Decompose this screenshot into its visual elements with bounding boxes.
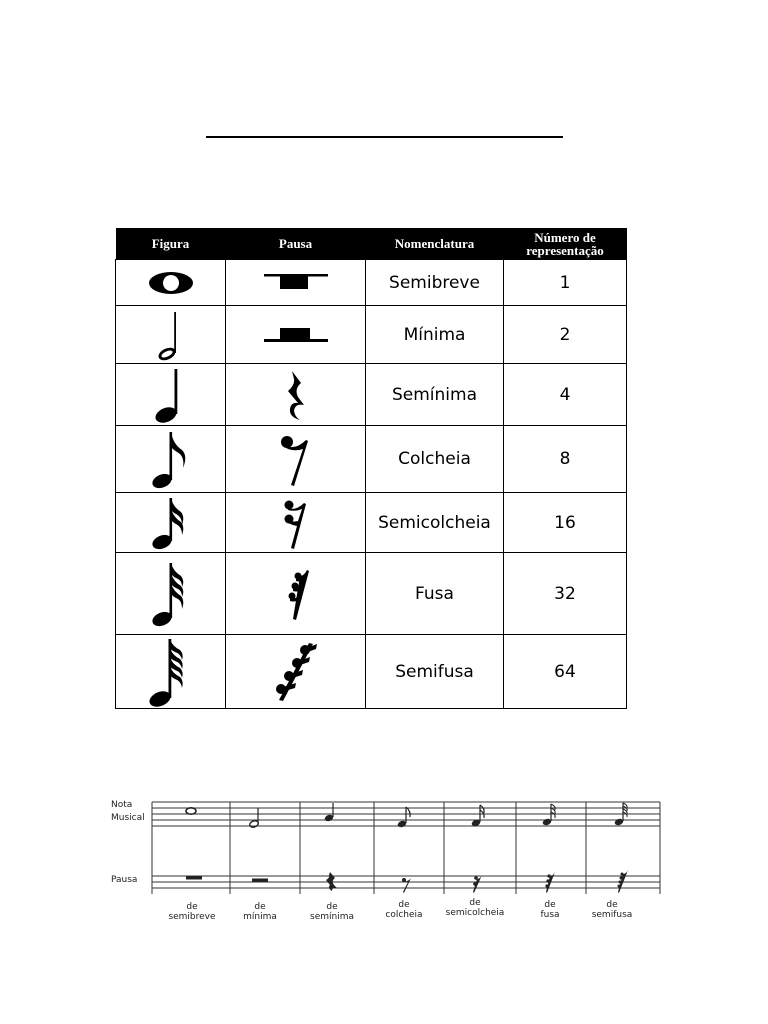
caption-line1: de bbox=[469, 898, 481, 908]
sixty-fourth-note-icon bbox=[146, 636, 196, 708]
rest-cell bbox=[226, 553, 366, 635]
thirty-second-note-icon bbox=[149, 559, 193, 629]
rest-cell bbox=[226, 493, 366, 553]
name-cell: Fusa bbox=[366, 553, 504, 635]
staff-caption bbox=[372, 900, 436, 920]
half-note-icon bbox=[151, 308, 191, 362]
header-numero-line2: representação bbox=[526, 242, 604, 258]
sixteenth-note-icon bbox=[149, 495, 193, 551]
thirty-second-rest-icon bbox=[276, 564, 316, 624]
sixteenth-rest-icon bbox=[276, 495, 316, 551]
staff-caption bbox=[443, 898, 507, 918]
caption-line1: de bbox=[398, 900, 410, 910]
number-cell: 64 bbox=[504, 635, 627, 709]
caption-line2: semibreve bbox=[168, 912, 216, 922]
table-row bbox=[116, 493, 627, 553]
caption-line1: de bbox=[326, 902, 338, 912]
eighth-note-icon bbox=[149, 428, 193, 490]
name-cell: Mínima bbox=[366, 306, 504, 364]
staff-caption bbox=[160, 902, 224, 922]
staff-caption bbox=[228, 902, 292, 922]
table-row bbox=[116, 260, 627, 306]
table-row bbox=[116, 635, 627, 709]
caption-line1: de bbox=[186, 902, 198, 912]
rest-cell bbox=[226, 364, 366, 426]
name-cell: Semínima bbox=[366, 364, 504, 426]
caption-line1: de bbox=[544, 900, 556, 910]
caption-line2: fusa bbox=[540, 910, 560, 920]
name-cell: Colcheia bbox=[366, 426, 504, 493]
name-cell: Semicolcheia bbox=[366, 493, 504, 553]
number-cell: 16 bbox=[504, 493, 627, 553]
header-pausa: Pausa bbox=[226, 228, 366, 260]
staff-label-rest: Pausa bbox=[111, 875, 138, 885]
staff-label-note-line1: Nota bbox=[111, 800, 133, 810]
figure-cell bbox=[116, 260, 226, 306]
figure-cell bbox=[116, 493, 226, 553]
staff-label-note-line2: Musical bbox=[111, 813, 145, 823]
figure-cell bbox=[116, 635, 226, 709]
staff-notes bbox=[186, 803, 627, 828]
figure-cell bbox=[116, 306, 226, 364]
table-row bbox=[116, 553, 627, 635]
name-cell: Semifusa bbox=[366, 635, 504, 709]
number-cell: 2 bbox=[504, 306, 627, 364]
caption-line2: colcheia bbox=[385, 910, 423, 920]
figure-cell bbox=[116, 364, 226, 426]
caption-line2: semínima bbox=[310, 912, 354, 922]
table-row bbox=[116, 426, 627, 493]
staff-caption bbox=[518, 900, 582, 920]
name-cell: Semibreve bbox=[366, 260, 504, 306]
rest-cell bbox=[226, 635, 366, 709]
quarter-rest-icon bbox=[281, 367, 311, 423]
caption-line1: de bbox=[254, 902, 266, 912]
staff-illustration bbox=[108, 796, 668, 926]
quarter-note-icon bbox=[151, 366, 191, 424]
music-staff bbox=[108, 796, 668, 896]
half-rest-icon bbox=[256, 320, 336, 350]
eighth-rest-icon bbox=[276, 428, 316, 490]
caption-line1: de bbox=[606, 900, 618, 910]
caption-line2: semicolcheia bbox=[445, 908, 505, 918]
header-figura: Figura bbox=[116, 228, 226, 260]
number-cell: 1 bbox=[504, 260, 627, 306]
header-nomenclatura: Nomenclatura bbox=[366, 228, 504, 260]
title-underline bbox=[206, 136, 563, 138]
figure-cell bbox=[116, 426, 226, 493]
figure-cell bbox=[116, 553, 226, 635]
header-numero bbox=[504, 228, 627, 260]
rest-cell bbox=[226, 426, 366, 493]
table-row bbox=[116, 364, 627, 426]
number-cell: 32 bbox=[504, 553, 627, 635]
rest-cell bbox=[226, 260, 366, 306]
header-numero-line1: Número de bbox=[534, 229, 596, 245]
whole-note-icon bbox=[141, 268, 201, 298]
caption-line2: semifusa bbox=[591, 910, 633, 920]
table-header-row bbox=[116, 228, 627, 260]
staff-caption bbox=[580, 900, 644, 920]
table-row bbox=[116, 306, 627, 364]
number-cell: 4 bbox=[504, 364, 627, 426]
whole-rest-icon bbox=[256, 268, 336, 298]
rest-cell bbox=[226, 306, 366, 364]
number-cell: 8 bbox=[504, 426, 627, 493]
caption-line2: mínima bbox=[243, 912, 277, 922]
sixty-fourth-rest-icon bbox=[261, 639, 331, 705]
note-values-table bbox=[115, 228, 627, 709]
staff-caption bbox=[300, 902, 364, 922]
